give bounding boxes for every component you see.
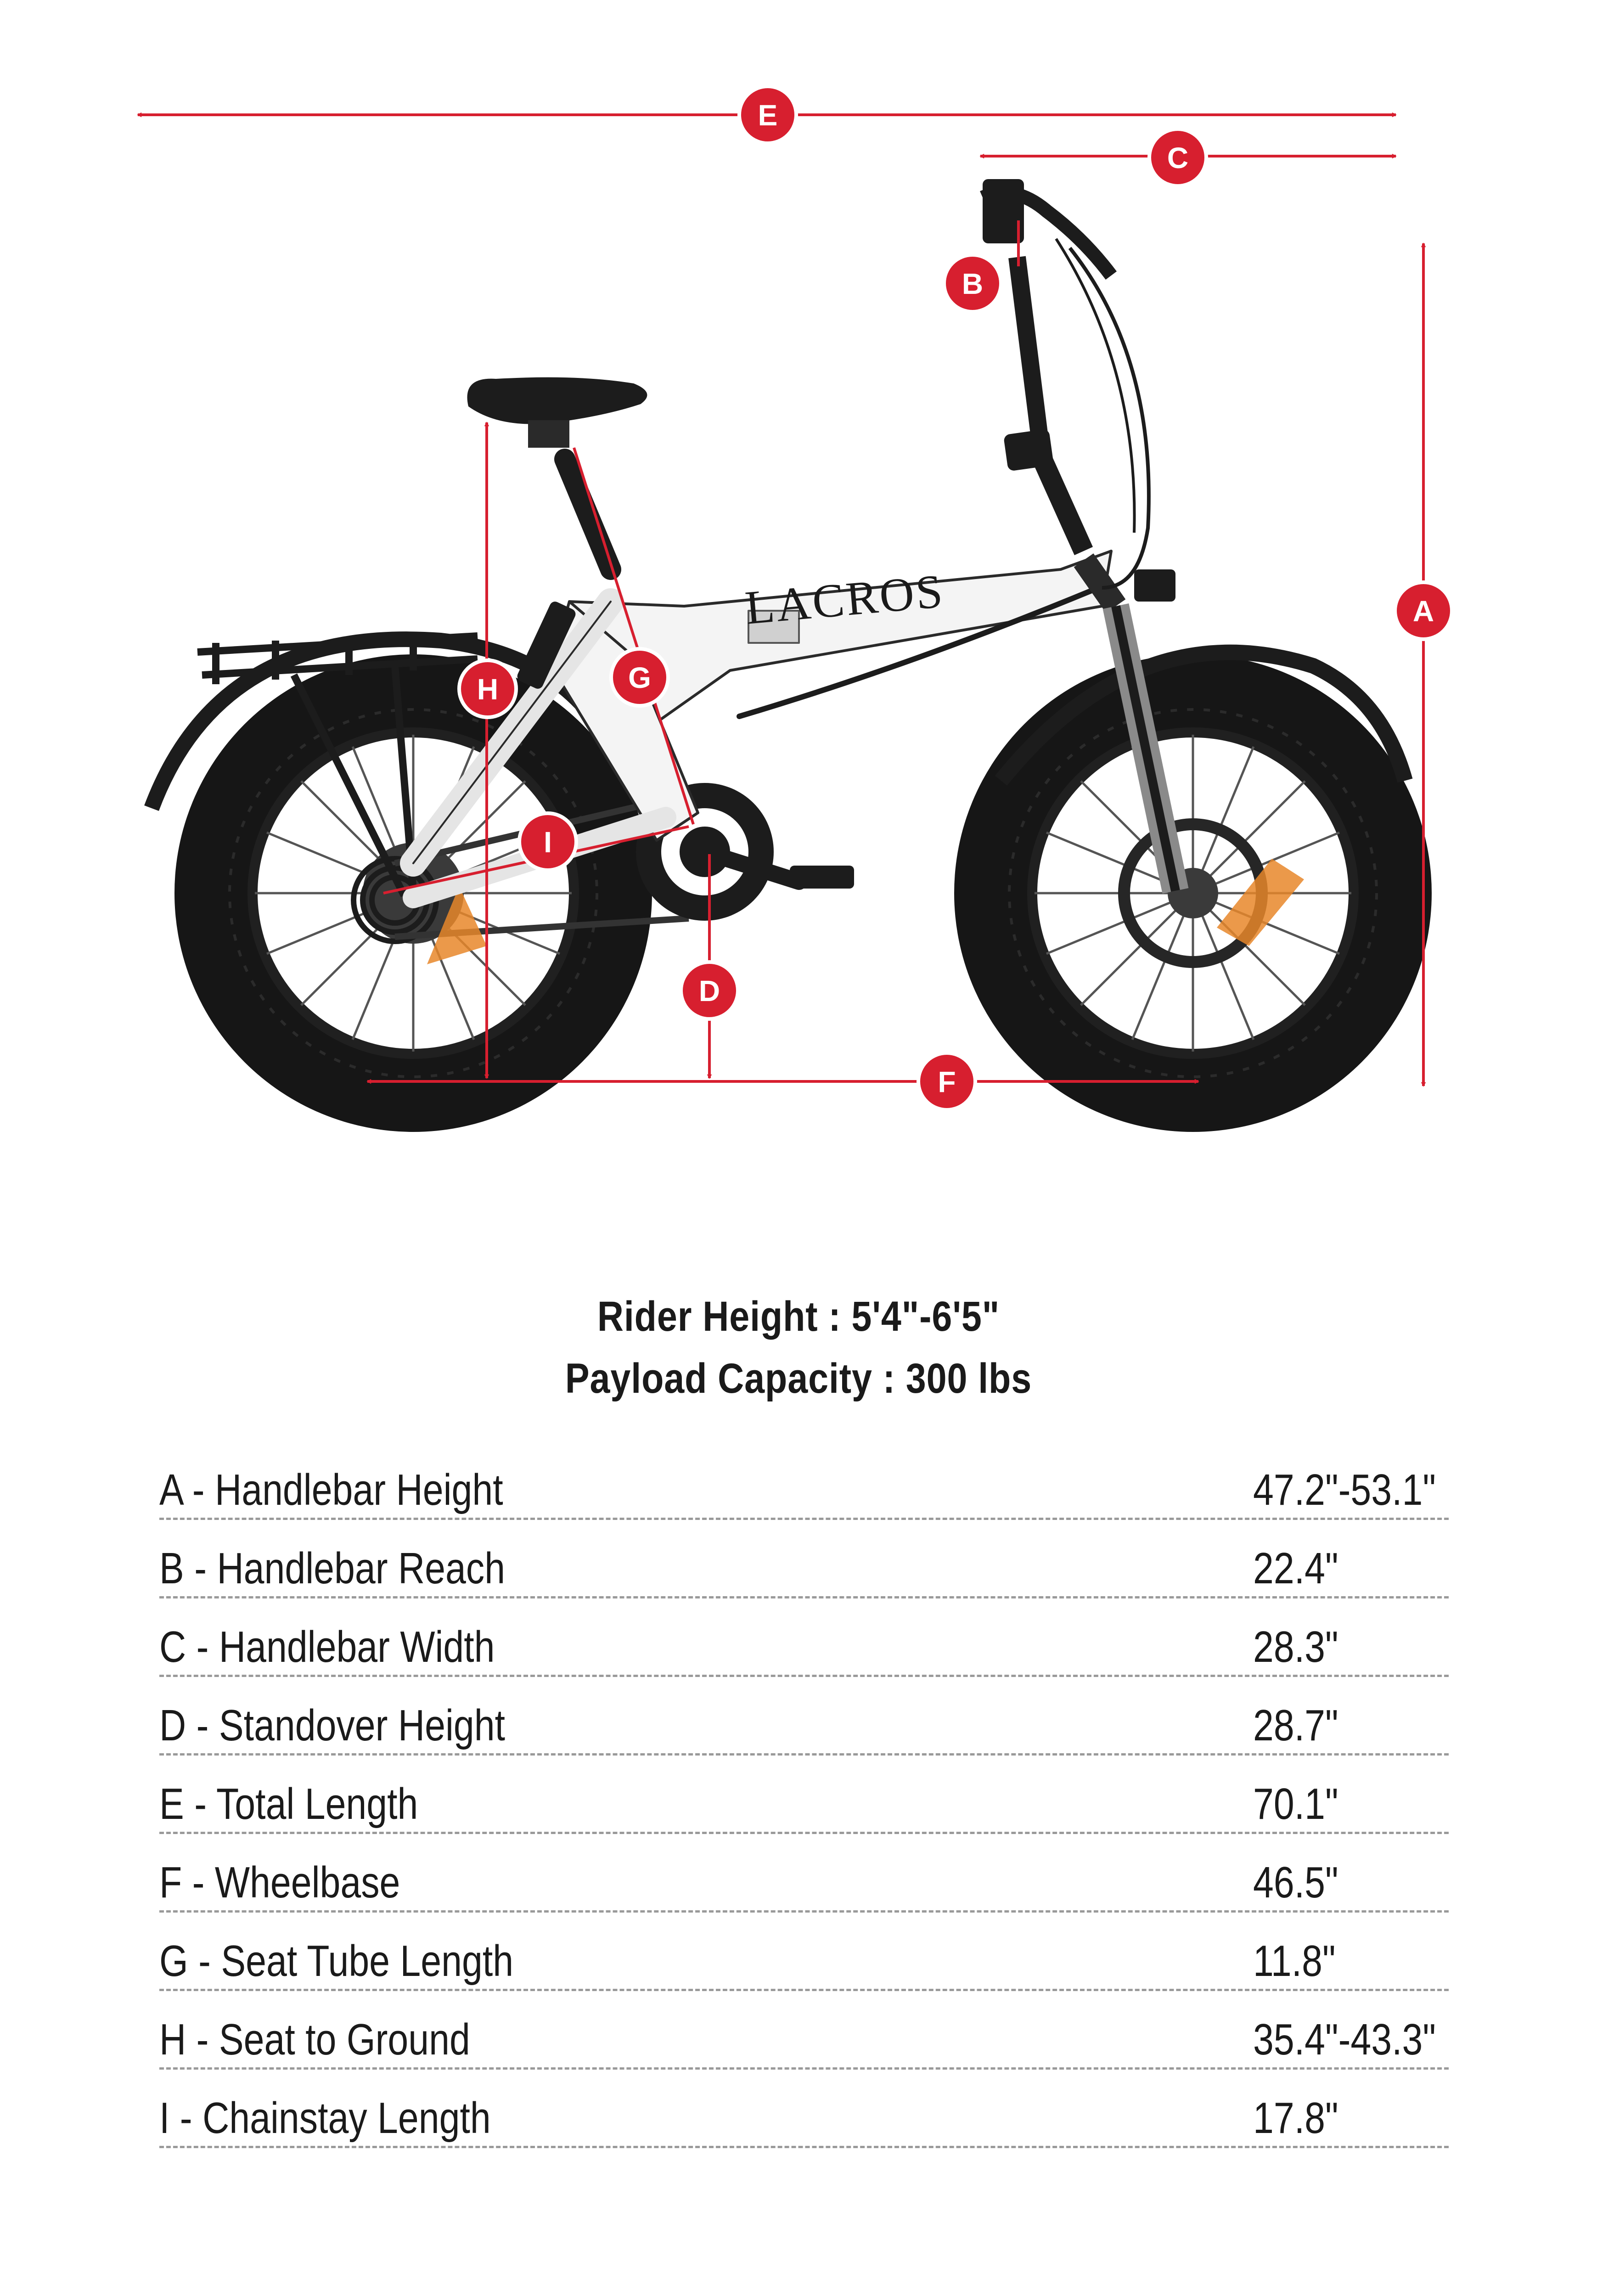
spec-row-a bbox=[159, 1455, 1449, 1520]
spec-row-e bbox=[159, 1769, 1449, 1834]
marker-g bbox=[611, 649, 668, 706]
marker-f bbox=[918, 1053, 975, 1110]
spec-label: A - Handlebar Height bbox=[159, 1465, 503, 1514]
spec-row-f bbox=[159, 1847, 1449, 1913]
front-wheel bbox=[954, 654, 1432, 1132]
spec-label: I - Chainstay Length bbox=[159, 2093, 491, 2143]
payload-capacity: Payload Capacity : 300 lbs bbox=[565, 1355, 1032, 1402]
spec-row-c bbox=[159, 1612, 1449, 1677]
svg-text:H: H bbox=[477, 673, 499, 706]
brand-logo: LACROS bbox=[743, 564, 946, 635]
spec-value: 28.7" bbox=[1253, 1701, 1338, 1750]
svg-text:G: G bbox=[628, 661, 651, 694]
spec-row-d bbox=[159, 1690, 1449, 1756]
spec-value: 17.8" bbox=[1253, 2093, 1338, 2143]
spec-label: F - Wheelbase bbox=[159, 1858, 400, 1907]
marker-c bbox=[1149, 129, 1206, 186]
spec-label: G - Seat Tube Length bbox=[159, 1936, 514, 1986]
svg-text:C: C bbox=[1167, 141, 1189, 174]
spec-label: C - Handlebar Width bbox=[159, 1622, 495, 1671]
spec-value: 11.8" bbox=[1253, 1936, 1336, 1986]
spec-value: 46.5" bbox=[1253, 1858, 1338, 1907]
svg-text:B: B bbox=[962, 267, 984, 300]
marker-a bbox=[1395, 582, 1452, 639]
spec-row-b bbox=[159, 1533, 1449, 1598]
svg-text:E: E bbox=[758, 99, 778, 132]
svg-text:D: D bbox=[698, 974, 720, 1007]
spec-value: 35.4"-43.3" bbox=[1253, 2015, 1436, 2064]
spec-row-i bbox=[159, 2083, 1449, 2148]
svg-text:I: I bbox=[544, 826, 552, 859]
bike-illustration bbox=[152, 179, 1432, 1132]
marker-d bbox=[681, 962, 738, 1019]
svg-text:A: A bbox=[1412, 595, 1434, 628]
spec-value: 47.2"-53.1" bbox=[1253, 1465, 1436, 1514]
spec-label: H - Seat to Ground bbox=[159, 2015, 470, 2064]
rider-height: Rider Height : 5'4"-6'5" bbox=[597, 1293, 1000, 1340]
svg-text:F: F bbox=[938, 1065, 956, 1098]
marker-i bbox=[519, 813, 576, 870]
spec-label: D - Standover Height bbox=[159, 1701, 506, 1750]
spec-row-g bbox=[159, 1926, 1449, 1991]
spec-value: 28.3" bbox=[1253, 1622, 1338, 1671]
seat bbox=[467, 377, 647, 569]
spec-value: 70.1" bbox=[1253, 1779, 1338, 1829]
spec-label: B - Handlebar Reach bbox=[159, 1544, 506, 1593]
marker-e bbox=[739, 86, 796, 143]
spec-row-h bbox=[159, 2004, 1449, 2070]
spec-label: E - Total Length bbox=[159, 1779, 418, 1829]
spec-value: 22.4" bbox=[1253, 1544, 1338, 1593]
marker-h bbox=[459, 660, 516, 717]
marker-b bbox=[944, 255, 1001, 312]
